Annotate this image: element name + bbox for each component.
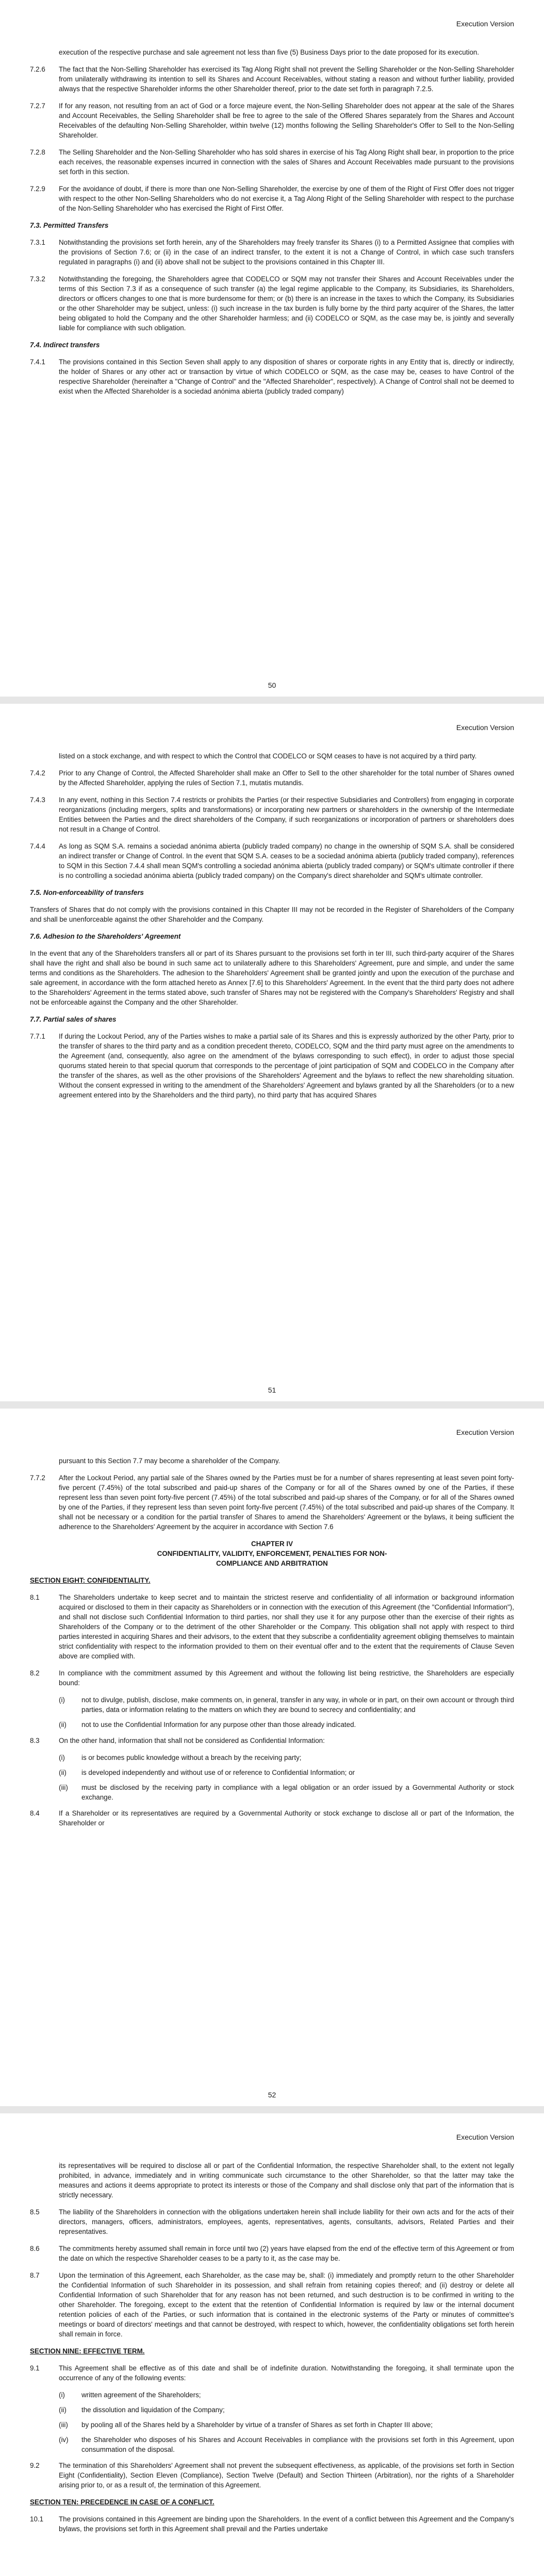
list-item: (iii) by pooling all of the Shares held by a Shareholder by virtue of a transfer of Shares as set forth in Chapter III above; (59, 2421, 433, 2429)
paragraph-continuation: listed on a stock exchange, and with respect to which the Control that CODELCO or SQM ceases to have is not acquired by a third party. (59, 752, 477, 760)
page-3 (0, 1409, 544, 2106)
page-separator (0, 2106, 544, 2113)
list-item: (ii) not to use the Confidential Information for any purpose other than those already indicated. (59, 1721, 356, 1728)
clause-7-4-3: 7.4.3 In any event, nothing in this Section 7.4 restricts or prohibits the Parties (or their respective Subsidiaries and Controllers) from engaging in corporate reorganizations (including mergers, splits and transformations) or incorporating new partners or shareholders in the ownership of the Intermediate Entities between the Parties and the direct shareholders of the Company, if such reorganizations or incorporation of partners or shareholders does not result in a Change of Control. (30, 796, 514, 833)
list-item: (i) is or becomes public knowledge without a breach by the receiving party; (59, 1754, 302, 1761)
list-item: (i) written agreement of the Shareholders; (59, 2391, 201, 2399)
subheading-7-4: 7.4. Indirect transfers (30, 341, 100, 349)
chapter-title: CHAPTER IV (251, 1540, 293, 1548)
clause-7-2-9: 7.2.9 For the avoidance of doubt, if there is more than one Non-Selling Shareholder, the exercise by one of them of the Right of First Offer does not trigger with respect to the other Non-Selling Shareholders who do not exercise it, a Tag Along Right of the Selling Shareholder with respect to the purchase of the Non-Selling Shareholder who has exercised the Right of First Offer. (30, 185, 514, 212)
clause-9-2: 9.2 The termination of this Shareholders' Agreement shall not prevent the subsequent effectiveness, as applicable, of the provisions set forth in Section Eight (Confidentiality), Section Eleven (Compliance), Section Twelve (Default) and Section Thirteen (Arbitration), nor the rights of a Shareholder arising prior to, or as a result of, the termination of this Agreement. (30, 2462, 514, 2489)
list-9-1 (59, 2390, 514, 2454)
page-header: Execution Version (456, 1428, 514, 1436)
page-number: 50 (268, 681, 276, 689)
clause-7-2-7: 7.2.7 If for any reason, not resulting from an act of God or a force majeure event, the Non-Selling Shareholder does not appear at the sale of the Shares and Account Receivables, the Selling Shareholder shall be free to agree to the sale of the Offered Shares separately from the Shares and Account Receivables of the defaulting Non-Selling Shareholder, within twelve (12) months following the Selling Shareholder's Offer to Sell to the Non-Selling Shareholder. (30, 102, 514, 139)
page-4 (0, 2113, 544, 2576)
section-ten-heading: SECTION TEN: PRECEDENCE IN CASE OF A CONFLICT. (30, 2498, 215, 2506)
paragraph-continuation: its representatives will be required to disclose all or part of the Confidential Information, the respective Shareholder shall, to the extent not legally prohibited, in advance, immediately and in writing communicate such circumstance to the other Shareholder, so that the latter may take the measures and actions it deems appropriate to protect its interests or those of the Company and shall disclose only that part of the information that is strictly necessary. (59, 2162, 514, 2199)
clause-7-3-1: 7.3.1 Notwithstanding the provisions set forth herein, any of the Shareholders may freely transfer its Shares (i) to a Permitted Assignee that complies with the provisions of Section 7.6; or (ii) in the case of an indirect transfer, to the extent it is not a Change of Control, in which case such transfers regulated in paragraphs (i) and (ii) above shall not be subject to the provisions contained in this Chapter III. (30, 239, 514, 266)
list-item: (iv) the Shareholder who disposes of his Shares and Account Receivables in compliance with the provisions set forth in this Agreement, upon consummation of the disposal. (59, 2436, 514, 2453)
subheading-7-5: 7.5. Non-enforceability of transfers (30, 889, 144, 896)
clause-8-6: 8.6 The commitments hereby assumed shall remain in force until two (2) years have elapsed from the end of the effective term of this Agreement or from the date on which the respective Shareholder ceases to be a party to it, as the case may be. (30, 2245, 514, 2262)
subheading-7-3: 7.3. Permitted Transfers (30, 222, 109, 229)
list-8-3 (59, 1753, 514, 1802)
subheading-7-6: 7.6. Adhesion to the Shareholders' Agreement (30, 933, 181, 940)
page-separator (0, 697, 544, 704)
clause-8-5: 8.5 The liability of the Shareholders in connection with the obligations undertaken herein shall include liability for their own acts and for the acts of their directors, managers, officers, administrators, employees, agents, representatives, agents, consultants, advisors, Related Parties and their representatives. (30, 2208, 514, 2235)
list-item: (ii) is developed independently and without use of or reference to Confidential Information; or (59, 1769, 355, 1776)
page-header: Execution Version (456, 2133, 514, 2141)
clause-7-7-2: 7.7.2 After the Lockout Period, any partial sale of the Shares owned by the Parties must be for a number of shares representing at least seven point forty-five percent (7.45%) of the total subscribed and paid-up shares of the Company or for all of the Shares owned by one of the Parties, if these represent less than seven point forty-five percent (7.45%) of the total subscribed and paid-up shares of the Company, or for all of the Shares owned by one of the Parties, if they represent less than seven point forty-five percent (7.45%) of the total subscribed and paid-up shares of the Company. It shall not be necessary or a condition for the partial transfer of Shares to amend the Shareholders' Agreement or the bylaws, it being sufficient the adherence to the Shareholders' Agreement by the acquirer in accordance with Section 7.6 (30, 1474, 514, 1531)
list-8-2 (59, 1695, 514, 1730)
clause-7-4-1: 7.4.1 The provisions contained in this Section Seven shall apply to any disposition of shares or corporate rights in any Entity that is, directly or indirectly, the holder of Shares or any other act or transaction by virtue of which CODELCO or SQM, as the case may be, ceases to have Control of the respective Shareholder (hereinafter a "Change of Control" and the "Affected Shareholder", respectively). A Change of Control shall not be deemed to exist when the Affected Shareholder is a sociedad anónima abierta (publicly traded company) (30, 358, 514, 395)
chapter-subtitle-line-1: CONFIDENTIALITY, VALIDITY, ENFORCEMENT, PENALTIES FOR NON- (157, 1550, 387, 1557)
clause-8-1: 8.1 The Shareholders undertake to keep secret and to maintain the strictest reserve and confidentiality of all information or background information acquired or disclosed to them in their capacity as Shareholders or in connection with the execution of this Agreement (the "Confidential Information"), and shall not disclose such Confidential Information to third parties, nor shall they use it for any purpose other than the exercise of their rights as Shareholders of the Company or to the detriment of the other Shareholder or the Company. This obligation shall not apply with respect to third parties interested in acquiring Shares and their advisors, to the extent that they subscribe a confidentiality agreement obliging themselves to maintain strict confidentiality with respect to the information provided to them on their eventual offer and to the extent that the requirements of Clause Seven above are complied with. (30, 1594, 514, 1660)
paragraph-continuation: pursuant to this Section 7.7 may become a shareholder of the Company. (59, 1457, 281, 1465)
clause-10-1: 10.1 The provisions contained in this Agreement are binding upon the Shareholders. In the event of a conflict between this Agreement and the Company's bylaws, the provisions set forth in this Agreement shall prevail and the Parties undertake (30, 2515, 514, 2533)
clause-8-3: 8.3 On the other hand, information that shall not be considered as Confidential Information: (30, 1737, 325, 1744)
chapter-heading (30, 1539, 514, 1568)
page-3-content (30, 1456, 514, 1835)
section-eight-heading: SECTION EIGHT: CONFIDENTIALITY. (30, 1577, 151, 1584)
page-2 (0, 704, 544, 1401)
clause-7-4-2: 7.4.2 Prior to any Change of Control, the Affected Shareholder shall make an Offer to Sell to the other shareholder for the total number of Shares owned by the Affected Shareholder, applying the rules of Section 7.1, mutatis mutandis. (30, 769, 514, 787)
list-item: (ii) the dissolution and liquidation of the Company; (59, 2406, 225, 2414)
clause-8-4: 8.4 If a Shareholder or its representatives are required by a Governmental Authority or stock exchange to disclose all or part of the Information, the Shareholder or (30, 1809, 514, 1827)
page-4-content (30, 2161, 514, 2541)
page-2-content (30, 751, 514, 1107)
list-item: (i) not to divulge, publish, disclose, make comments on, in general, transfer in any way, in whole or in part, on their own account or through third parties, data or information relating to the matters on which they are bound to secrecy and confidentiality; and (59, 1696, 514, 1714)
clause-8-7: 8.7 Upon the termination of this Agreement, each Shareholder, as the case may be, shall: (i) immediately and promptly return to the other Shareholder the Confidential Information of such Shareholder in its possession, and shall refrain from retaining copies thereof; and (ii) destroy or delete all Confidential Information of such Shareholder that for any reason has not been returned, and such destruction is to be confirmed in writing to the other Shareholder. The foregoing, except to the extent that the retention of Confidential Information is required by law or the internal document retention policies of each of the Parties, or such information that is contained in the electronic systems of the Party or minutes of committee's meetings or board of directors' meetings and that cannot be destroyed, with respect to which, however, the confidentiality obligations set forth herein shall remain in force. (30, 2272, 514, 2338)
clause-7-2-6: 7.2.6 The fact that the Non-Selling Shareholder has exercised its Tag Along Right shall not prevent the Selling Shareholder or the Non-Selling Shareholder from unilaterally withdrawing its intention to sell its Shares and Account Receivables, without stating a reason and without further liability, provided always that the respective Shareholder informs the other Shareholder thereof, prior to the date set forth in paragraph 7.2.5. (30, 65, 514, 93)
clause-7-2-8: 7.2.8 The Selling Shareholder and the Non-Selling Shareholder who has sold shares in exercise of his Tag Along Right shall bear, in proportion to the price each receives, the reasonable expenses incurred in connection with the sales of Shares and Account Receivables made pursuant to the provisions set forth in this section. (30, 148, 514, 176)
paragraph-7-6: In the event that any of the Shareholders transfers all or part of its Shares pursuant to the provisions set forth in ter III, such third-party acquirer of the Shares shall have the right and shall also be bound in such same act to unilaterally adhere to this Shareholders' Agreement, pure and simple, and under the same terms and conditions as the Shareholders. The adhesion to the Shareholders' Agreement shall be granted jointly and upon the execution of the purchase and sale agreement, in accordance with the form attached hereto as Annex [7.6] to this Shareholders' Agreement. In the event that the third party does not adhere to the Shareholders' Agreement in the terms stated above, such transfer of Shares may not be registered with the Company's Shareholders' Registry and shall not be enforceable against the Company and the other Shareholder. (30, 950, 514, 1006)
clause-7-3-2: 7.3.2 Notwithstanding the foregoing, the Shareholders agree that CODELCO or SQM may not transfer their Shares and Account Receivables under the terms of this Section 7.3 if as a consequence of such transfer (a) the legal regime applicable to the Company, its Subsidiaries, its Shareholders, directors or officers changes to one that is more burdensome for them; or (b) there is an increase in the taxes to which the Company, its Subsidiaries or the other Shareholder may be subject, unless: (i) such increase in the tax burden is fully borne by the third party acquirer of the Shares, the latter being obligated to hold the Company and the other Shareholder harmless; and (ii) CODELCO or SQM, as the case may be, is jointly and severally liable for compliance with such obligation. (30, 275, 514, 332)
page-number: 51 (268, 1386, 276, 1394)
paragraph-continuation: execution of the respective purchase and sale agreement not less than five (5) Business Days prior to the date proposed for its execution. (59, 48, 480, 56)
page-header: Execution Version (456, 723, 514, 732)
clause-9-1: 9.1 This Agreement shall be effective as of this date and shall be of indefinite duration. Notwithstanding the foregoing, it shall terminate upon the occurrence of any of the following events: (30, 2364, 514, 2382)
chapter-subtitle-line-2: COMPLIANCE AND ARBITRATION (216, 1560, 328, 1567)
clause-7-4-4: 7.4.4 As long as SQM S.A. remains a sociedad anónima abierta (publicly traded company) no change in the ownership of SQM S.A. shall be considered an indirect transfer or Change of Control. In the event that SQM S.A. ceases to be a sociedad anónima abierta (publicly traded company), references to SQM in this Section 7.4.4 shall mean SQM's controlling a sociedad anónima abierta (publicly traded company) or SQM's ultimate controller if there is no controlling a sociedad anónima abierta (publicly traded company) on the Company's direct shareholder and SQM's ultimate controller. (30, 842, 514, 879)
clause-8-2: 8.2 In compliance with the commitment assumed by this Agreement and without the following list being restrictive, the Shareholders are especially bound: (30, 1669, 514, 1687)
clause-7-7-1: 7.7.1 If during the Lockout Period, any of the Parties wishes to make a partial sale of its Shares and this is expressly authorized by the other Party, prior to the transfer of shares to the third party and as a condition precedent thereto, CODELCO, SQM and the third party must agree on the amendments to the Agreement (and, consequently, also agree on the amendment of the bylaws corresponding to such effect), in order to adjust those special quorums stated herein to that special quorum that corresponds to the percentage of joint participation of SQM and CODELCO in the Company after the transfer of the shares, as well as the other provisions of the Shareholders' Agreement and the bylaws to reflect the new shareholding situation. Without the consent expressed in writing to the amendment of the Shareholders' Agreement and bylaws granted by all the Shareholders (or to a new agreement entered into by the Shareholders and the third party), no third party that has acquired Shares (30, 1032, 514, 1099)
page-number: 52 (268, 2091, 276, 2099)
subheading-7-7: 7.7. Partial sales of shares (30, 1015, 117, 1023)
page-1 (0, 0, 544, 697)
page-header: Execution Version (456, 20, 514, 28)
page-separator (0, 1401, 544, 1409)
paragraph-7-5: Transfers of Shares that do not comply with the provisions contained in this Chapter III may not be recorded in the Register of Shareholders of the Company and shall be unenforceable against the other Shareholder and the Company. (30, 906, 514, 923)
page-1-content (30, 47, 514, 403)
list-item: (iii) must be disclosed by the receiving party in compliance with a legal obligation or an order issued by a Governmental Authority or stock exchange. (59, 1784, 514, 1801)
section-nine-heading: SECTION NINE: EFFECTIVE TERM. (30, 2347, 145, 2355)
